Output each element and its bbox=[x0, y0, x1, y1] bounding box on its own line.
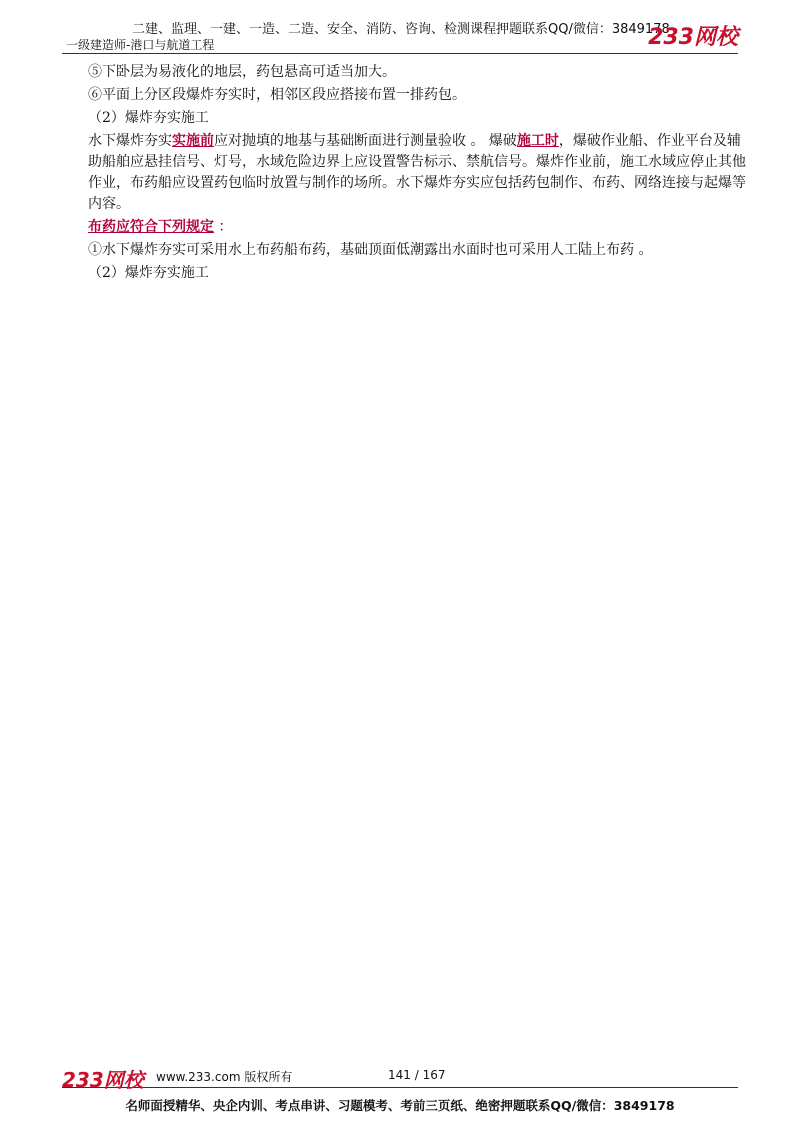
header-subject: 一级建造师-港口与航道工程 bbox=[66, 38, 215, 52]
para-3: （2）爆炸夯实施工 bbox=[88, 110, 209, 126]
page-header bbox=[62, 14, 738, 54]
footer-logo: 233网校 bbox=[62, 1068, 144, 1092]
page-number: 141 / 167 bbox=[388, 1068, 446, 1082]
header-contact: 二建、监理、一建、一造、二造、安全、消防、咨询、检测课程押题联系QQ/微信：3849178 bbox=[132, 22, 670, 37]
page-body bbox=[88, 60, 748, 286]
bottom-contact: 名师面授精华、央企内训、考点串讲、习题模考、考前三页纸、绝密押题联系QQ/微信：3849178 bbox=[125, 1098, 675, 1113]
para-1: ⑤下卧层为易液化的地层，药包悬高可适当加大。 bbox=[88, 64, 396, 80]
para-5: 布药应符合下列规定 ： bbox=[88, 219, 233, 235]
para-6: ①水下爆炸夯实可采用水上布药船布药，基础顶面低潮露出水面时也可采用人工陆上布药 。 bbox=[88, 242, 653, 258]
para-7: （2）爆炸夯实施工 bbox=[88, 265, 209, 281]
logo: 233网校 bbox=[648, 25, 738, 50]
page-footer bbox=[62, 1064, 738, 1092]
para-2: ⑥平面上分区段爆炸夯实时，相邻区段应搭接布置一排药包。 bbox=[88, 87, 466, 103]
footer-site: www.233.com 版权所有 bbox=[156, 1070, 293, 1084]
para-4: 水下爆炸夯实实施前应对抛填的地基与基础断面进行测量验收 。 爆破施工时，爆破作业船、作业平台及辅助船舶应悬挂信号、灯号，水域危险边界上应设置警告标示、禁航信号。爆炸作业前，施工水域应停止其他作业，布药船应设置药包临时放置与制作的场所。水下爆炸夯实应包括药包制作、布药、网络连接与起爆等内容。 bbox=[88, 133, 746, 212]
